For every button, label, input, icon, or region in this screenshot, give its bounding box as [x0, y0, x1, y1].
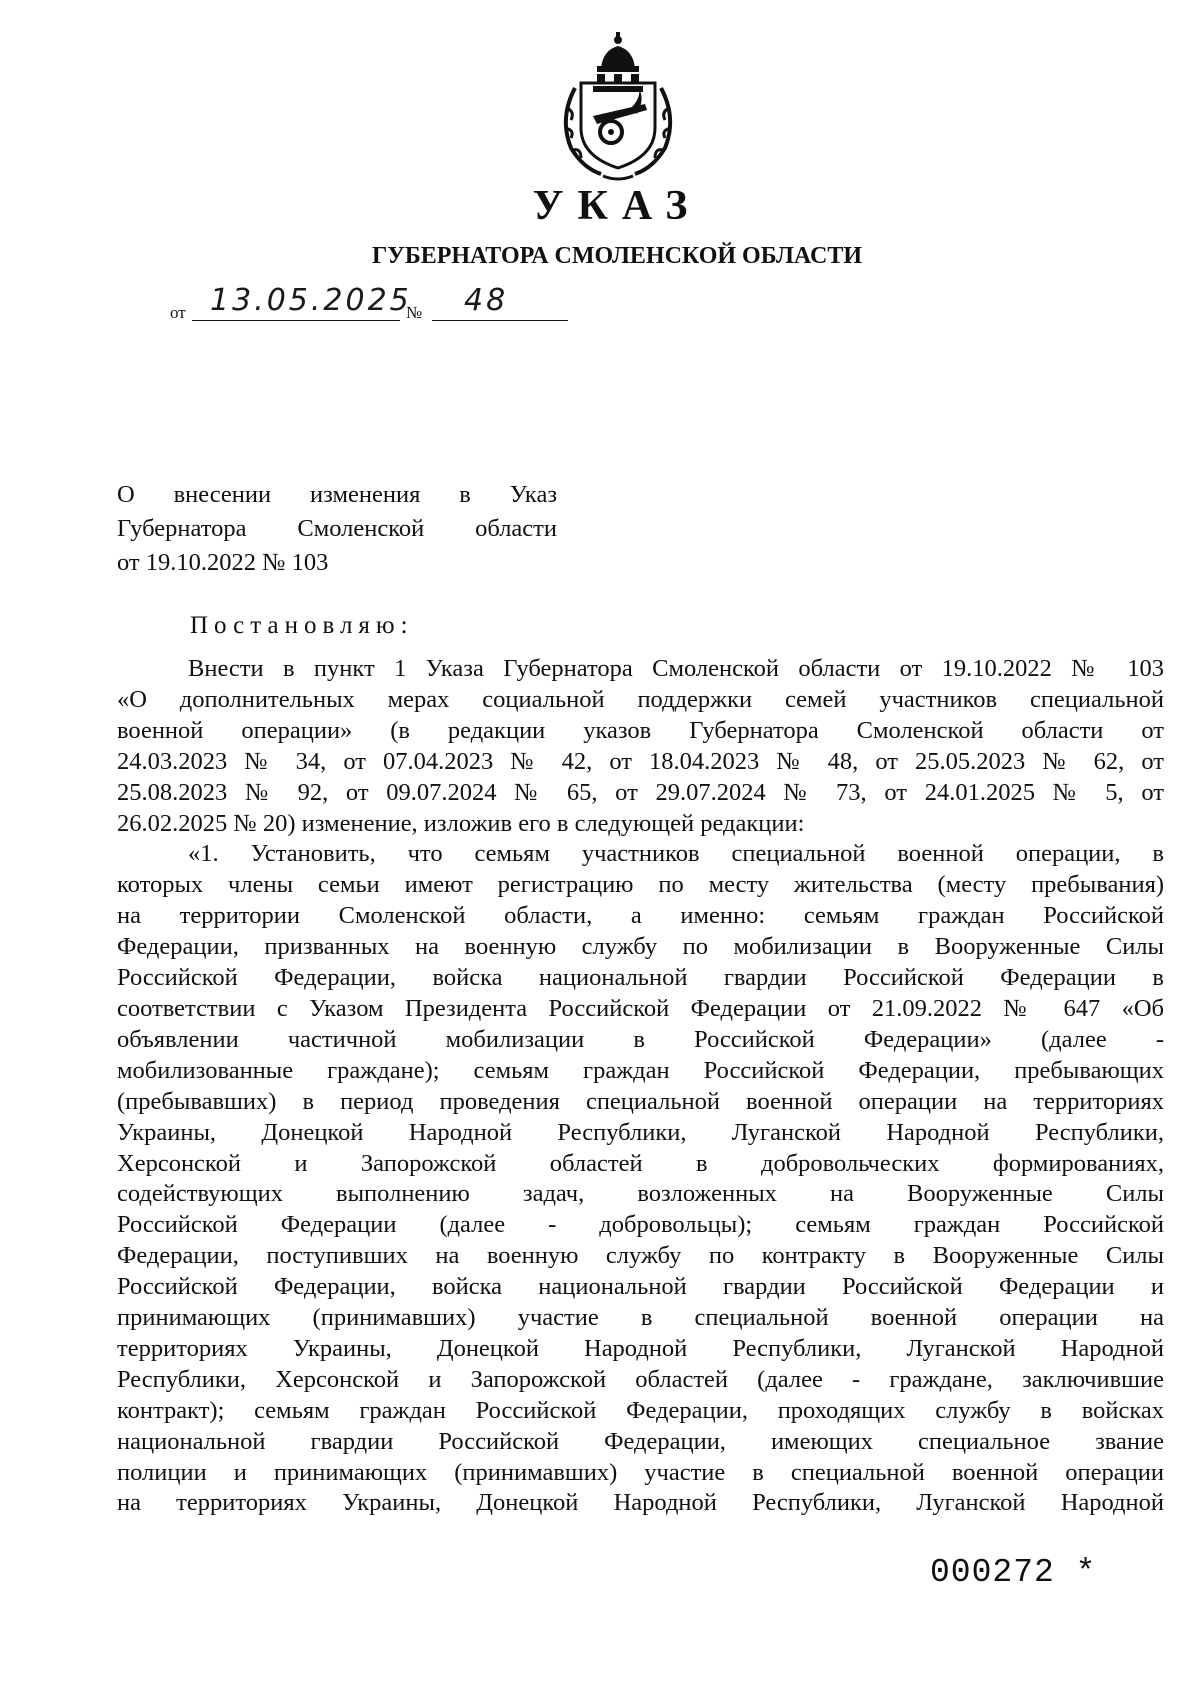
number-field	[432, 283, 568, 321]
subject-line: Губернатора Смоленской области	[117, 515, 557, 542]
body-line: Республики, Херсонской и Запорожской областей (далее - граждане, заключившие	[117, 1365, 1164, 1393]
subject-block	[117, 478, 557, 580]
body-line: Внести в пункт 1 Указа Губернатора Смоленской области от 19.10.2022 № 103	[188, 655, 1164, 682]
body-line: на территории Смоленской области, а именно: семьям граждан Российской	[117, 902, 1164, 930]
date-number-line	[170, 283, 610, 333]
body-line: Федерации, поступивших на военную службу по контракту в Вооруженные Силы	[117, 1242, 1164, 1270]
issuer-title: ГУБЕРНАТОРА СМОЛЕНСКОЙ ОБЛАСТИ	[371, 243, 863, 269]
body-line: полиции и принимающих (принимавших) участие в специальной военной операции	[117, 1458, 1164, 1486]
body-line: которых члены семьи имеют регистрацию по месту жительства (месту пребывания)	[117, 871, 1164, 899]
subject-line: О внесении изменения в Указ	[117, 481, 557, 508]
body-line: Российской Федерации (далее - добровольцы); семьям граждан Российской	[117, 1211, 1164, 1239]
body-line: 24.03.2023 № 34, от 07.04.2023 № 42, от 18.04.2023 № 48, от 25.05.2023 № 62, от	[117, 747, 1164, 775]
decree-word: Постановляю:	[190, 612, 414, 639]
body-line: «1. Установить, что семьям участников специальной военной операции, в	[188, 840, 1164, 868]
coat-of-arms-emblem	[553, 28, 683, 183]
body-text	[117, 654, 1164, 1519]
body-line: 26.02.2025 № 20) изменение, изложив его в следующей редакции:	[117, 809, 805, 837]
document-type-title: УКАЗ	[532, 183, 702, 229]
body-line: на территориях Украины, Донецкой Народной Республики, Луганской Народной	[117, 1489, 1164, 1517]
serial-number: 000272 *	[930, 1554, 1097, 1591]
body-line: соответствии с Указом Президента Российской Федерации от 21.09.2022 № 647 «Об	[117, 994, 1164, 1022]
number-label: №	[406, 303, 423, 322]
body-line: контракт); семьям граждан Российской Федерации, проходящих службу в войсках	[117, 1396, 1164, 1424]
body-line: 25.08.2023 № 92, от 09.07.2024 № 65, от 29.07.2024 № 73, от 24.01.2025 № 5, от	[117, 778, 1164, 806]
body-line: содействующих выполнению задач, возложенных на Вооруженные Силы	[117, 1180, 1164, 1208]
body-line: национальной гвардии Российской Федерации, имеющих специальное звание	[117, 1427, 1164, 1455]
body-line: «О дополнительных мерах социальной поддержки семей участников специальной	[117, 685, 1164, 713]
number-handwritten: 48	[464, 283, 509, 318]
body-line: территориях Украины, Донецкой Народной Республики, Луганской Народной	[117, 1334, 1164, 1362]
body-line: Федерации, призванных на военную службу по мобилизации в Вооруженные Силы	[117, 933, 1164, 961]
date-field	[192, 283, 412, 321]
date-label: от	[170, 303, 186, 322]
body-line: (пребывавших) в период проведения специальной военной операции на территориях	[117, 1087, 1164, 1115]
body-line: Российской Федерации, войска национальной гвардии Российской Федерации в	[117, 964, 1164, 992]
body-line: военной операции» (в редакции указов Губернатора Смоленской области от	[117, 716, 1164, 744]
body-line: Украины, Донецкой Народной Республики, Луганской Народной Республики,	[117, 1118, 1164, 1146]
date-handwritten: 13.05.2025	[210, 283, 412, 318]
body-line: объявлении частичной мобилизации в Российской Федерации» (далее -	[117, 1025, 1164, 1053]
body-line: Херсонской и Запорожской областей в добровольческих формированиях,	[117, 1149, 1164, 1177]
body-line: принимающих (принимавших) участие в специальной военной операции на	[117, 1304, 1164, 1332]
subject-line: от 19.10.2022 № 103	[117, 549, 329, 576]
body-line: Российской Федерации, войска национальной гвардии Российской Федерации и	[117, 1273, 1164, 1301]
body-line: мобилизованные граждане); семьям граждан Российской Федерации, пребывающих	[117, 1056, 1164, 1084]
